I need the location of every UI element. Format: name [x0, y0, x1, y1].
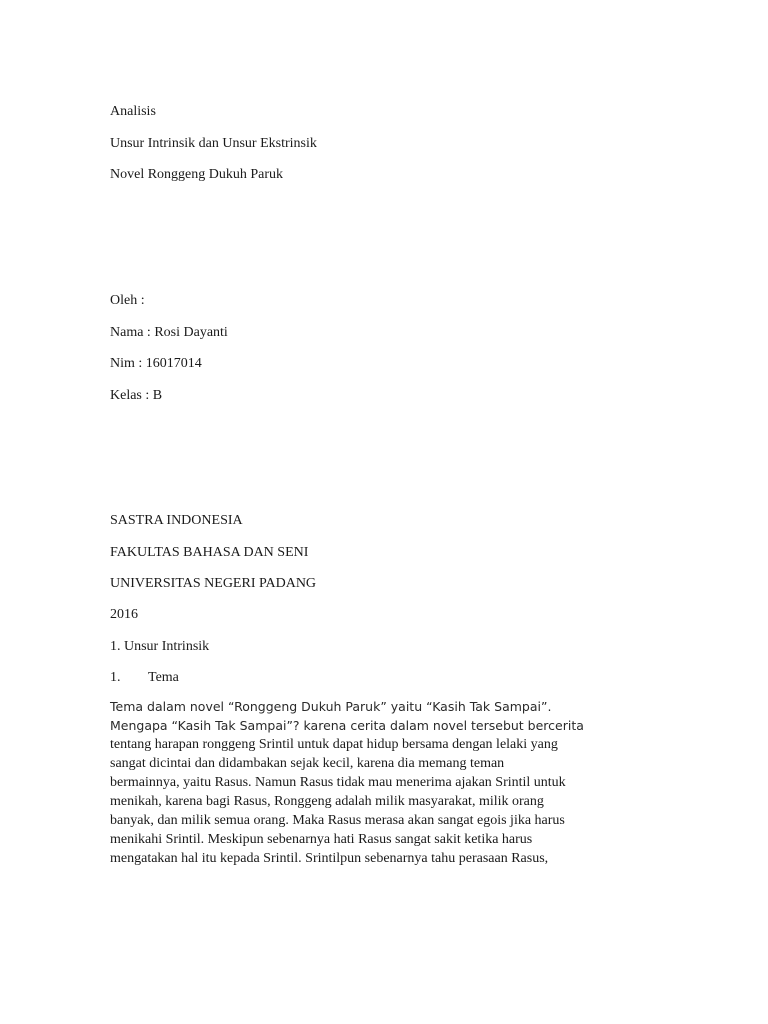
paragraph-line: Mengapa “Kasih Tak Sampai”? karena cerita dalam novel tersebut bercerita [110, 718, 584, 733]
faculty: FAKULTAS BAHASA DAN SENI [110, 545, 309, 560]
subsection-heading [110, 669, 179, 687]
paragraph-line: menikah, karena bagi Rasus, Ronggeng adalah milik masyarakat, milik orang [110, 794, 544, 809]
paragraph-line: sangat dicintai dan didambakan sejak kecil, karena dia memang teman [110, 756, 505, 771]
paragraph-line: tentang harapan ronggeng Srintil untuk dapat hidup bersama dengan lelaki yang [110, 737, 558, 752]
department: SASTRA INDONESIA [110, 513, 243, 528]
paragraph-line: menikahi Srintil. Meskipun sebenarnya hati Rasus sangat sakit ketika harus [110, 832, 533, 847]
year: 2016 [110, 607, 138, 622]
paragraph-line: banyak, dan milik semua orang. Maka Rasus merasa akan sangat egois jika harus [110, 813, 565, 828]
doc-title-novel: Novel Ronggeng Dukuh Paruk [110, 167, 284, 182]
paragraph-line: bermainnya, yaitu Rasus. Namun Rasus tidak mau menerima ajakan Srintil untuk [110, 775, 566, 790]
university: UNIVERSITAS NEGERI PADANG [110, 576, 317, 591]
author-name: Nama : Rosi Dayanti [110, 325, 228, 340]
doc-title-analisis: Analisis [110, 104, 156, 119]
section-heading: 1. Unsur Intrinsik [110, 639, 210, 654]
subsection-number: 1. [110, 670, 121, 685]
author-label: Oleh : [110, 293, 145, 308]
author-class: Kelas : B [110, 388, 163, 403]
paragraph-line: Tema dalam novel “Ronggeng Dukuh Paruk” yaitu “Kasih Tak Sampai”. [110, 699, 552, 714]
subsection-label: Tema [148, 670, 179, 685]
tema-paragraph [110, 697, 630, 868]
doc-title-unsur: Unsur Intrinsik dan Unsur Ekstrinsik [110, 136, 317, 151]
paragraph-line: mengatakan hal itu kepada Srintil. Srintilpun sebenarnya tahu perasaan Rasus, [110, 851, 549, 866]
author-nim: Nim : 16017014 [110, 356, 202, 371]
